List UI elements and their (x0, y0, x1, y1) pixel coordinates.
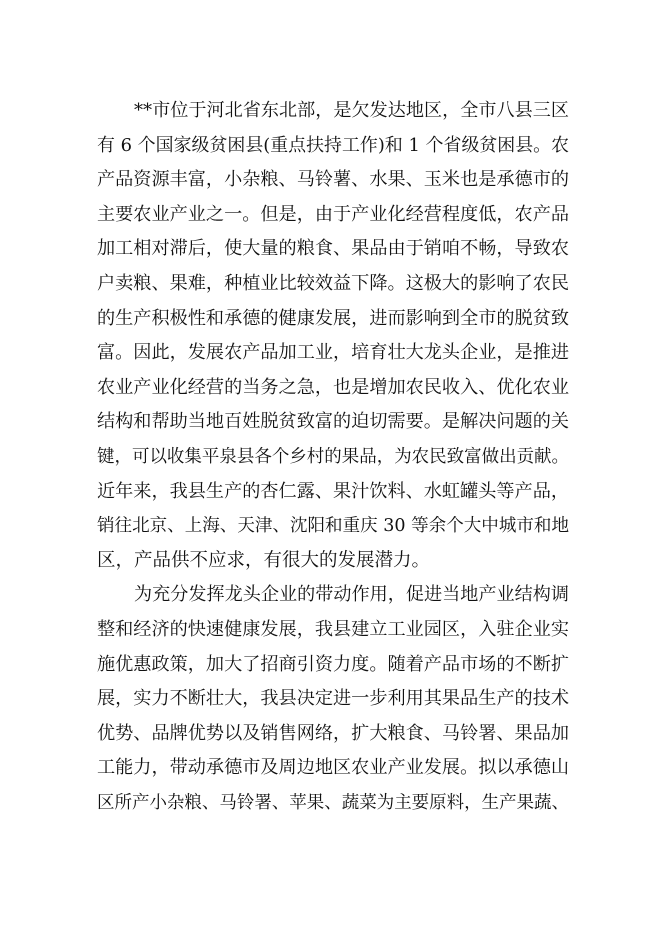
paragraph-2-line-7: 区所产小杂粮、马铃署、苹果、蔬菜为主要原料，生产果蔬、 (97, 792, 569, 813)
paragraph-1-line-7: 的生产积极性和承德的健康发展，进而影响到全市的脱贫致 (97, 307, 569, 329)
paragraph-1-line-14: 区，产品供不应求，有很大的发展潜力。 (97, 549, 431, 571)
paragraph-1-line-11: 键，可以收集平泉县各个乡村的果品，为农民致富做出贡献。 (97, 446, 569, 467)
paragraph-1-line-10: 结构和帮助当地百姓脱贫致富的迫切需要。是解决问题的关 (97, 411, 569, 433)
paragraph-1-line-5: 加工相对滞后，使大量的粮食、果品由于销咱不畅，导致农 (97, 238, 569, 260)
paragraph-2-line-1: 为充分发挥龙头企业的带动作用，促进当地产业结构调 (134, 584, 569, 606)
paragraph-1-line-12: 近年来，我县生产的杏仁露、果汁饮料、水虹罐头等产品， (97, 480, 569, 502)
paragraph-1-line-9: 农业产业化经营的当务之急，也是增加农民收入、优化农业 (97, 376, 569, 398)
document-body (97, 94, 569, 820)
paragraph-1-line-6: 户卖粮、果难，种植业比较效益下降。这极大的影响了农民 (97, 272, 569, 294)
paragraph-2-line-5: 优势、品牌优势以及销售网络，扩大粮食、马铃署、果品加 (97, 722, 569, 744)
paragraph-1-line-1: **市位于河北省东北部，是欠发达地区，全市八县三区 (134, 100, 569, 121)
paragraph-1-line-2: 有 6 个国家级贫困县(重点扶持工作)和 1 个省级贫困县。农 (97, 134, 569, 156)
paragraph-1-line-4: 主要农业产业之一。但是，由于产业化经营程度低，农产品 (97, 203, 569, 225)
paragraph-2-line-4: 展，实力不断壮大，我县决定进一步利用其果品生产的技术 (97, 688, 569, 710)
paragraph-2 (97, 578, 569, 820)
paragraph-2-line-6: 工能力，带动承德市及周边地区农业产业发展。拟以承德山 (97, 757, 569, 779)
paragraph-2-line-3: 施优惠政策，加大了招商引资力度。随着产品市场的不断扩 (97, 653, 569, 675)
paragraph-1 (97, 94, 569, 578)
paragraph-2-line-2: 整和经济的快速健康发展，我县建立工业园区，入驻企业实 (97, 618, 569, 640)
paragraph-1-line-3: 产品资源丰富，小杂粮、马铃薯、水果、玉米也是承德市的 (97, 169, 569, 191)
paragraph-1-line-8: 富。因此，发展农产品加工业，培育壮大龙头企业，是推进 (97, 342, 569, 364)
paragraph-1-line-13: 销往北京、上海、天津、沈阳和重庆 30 等余个大中城市和地 (97, 516, 569, 537)
